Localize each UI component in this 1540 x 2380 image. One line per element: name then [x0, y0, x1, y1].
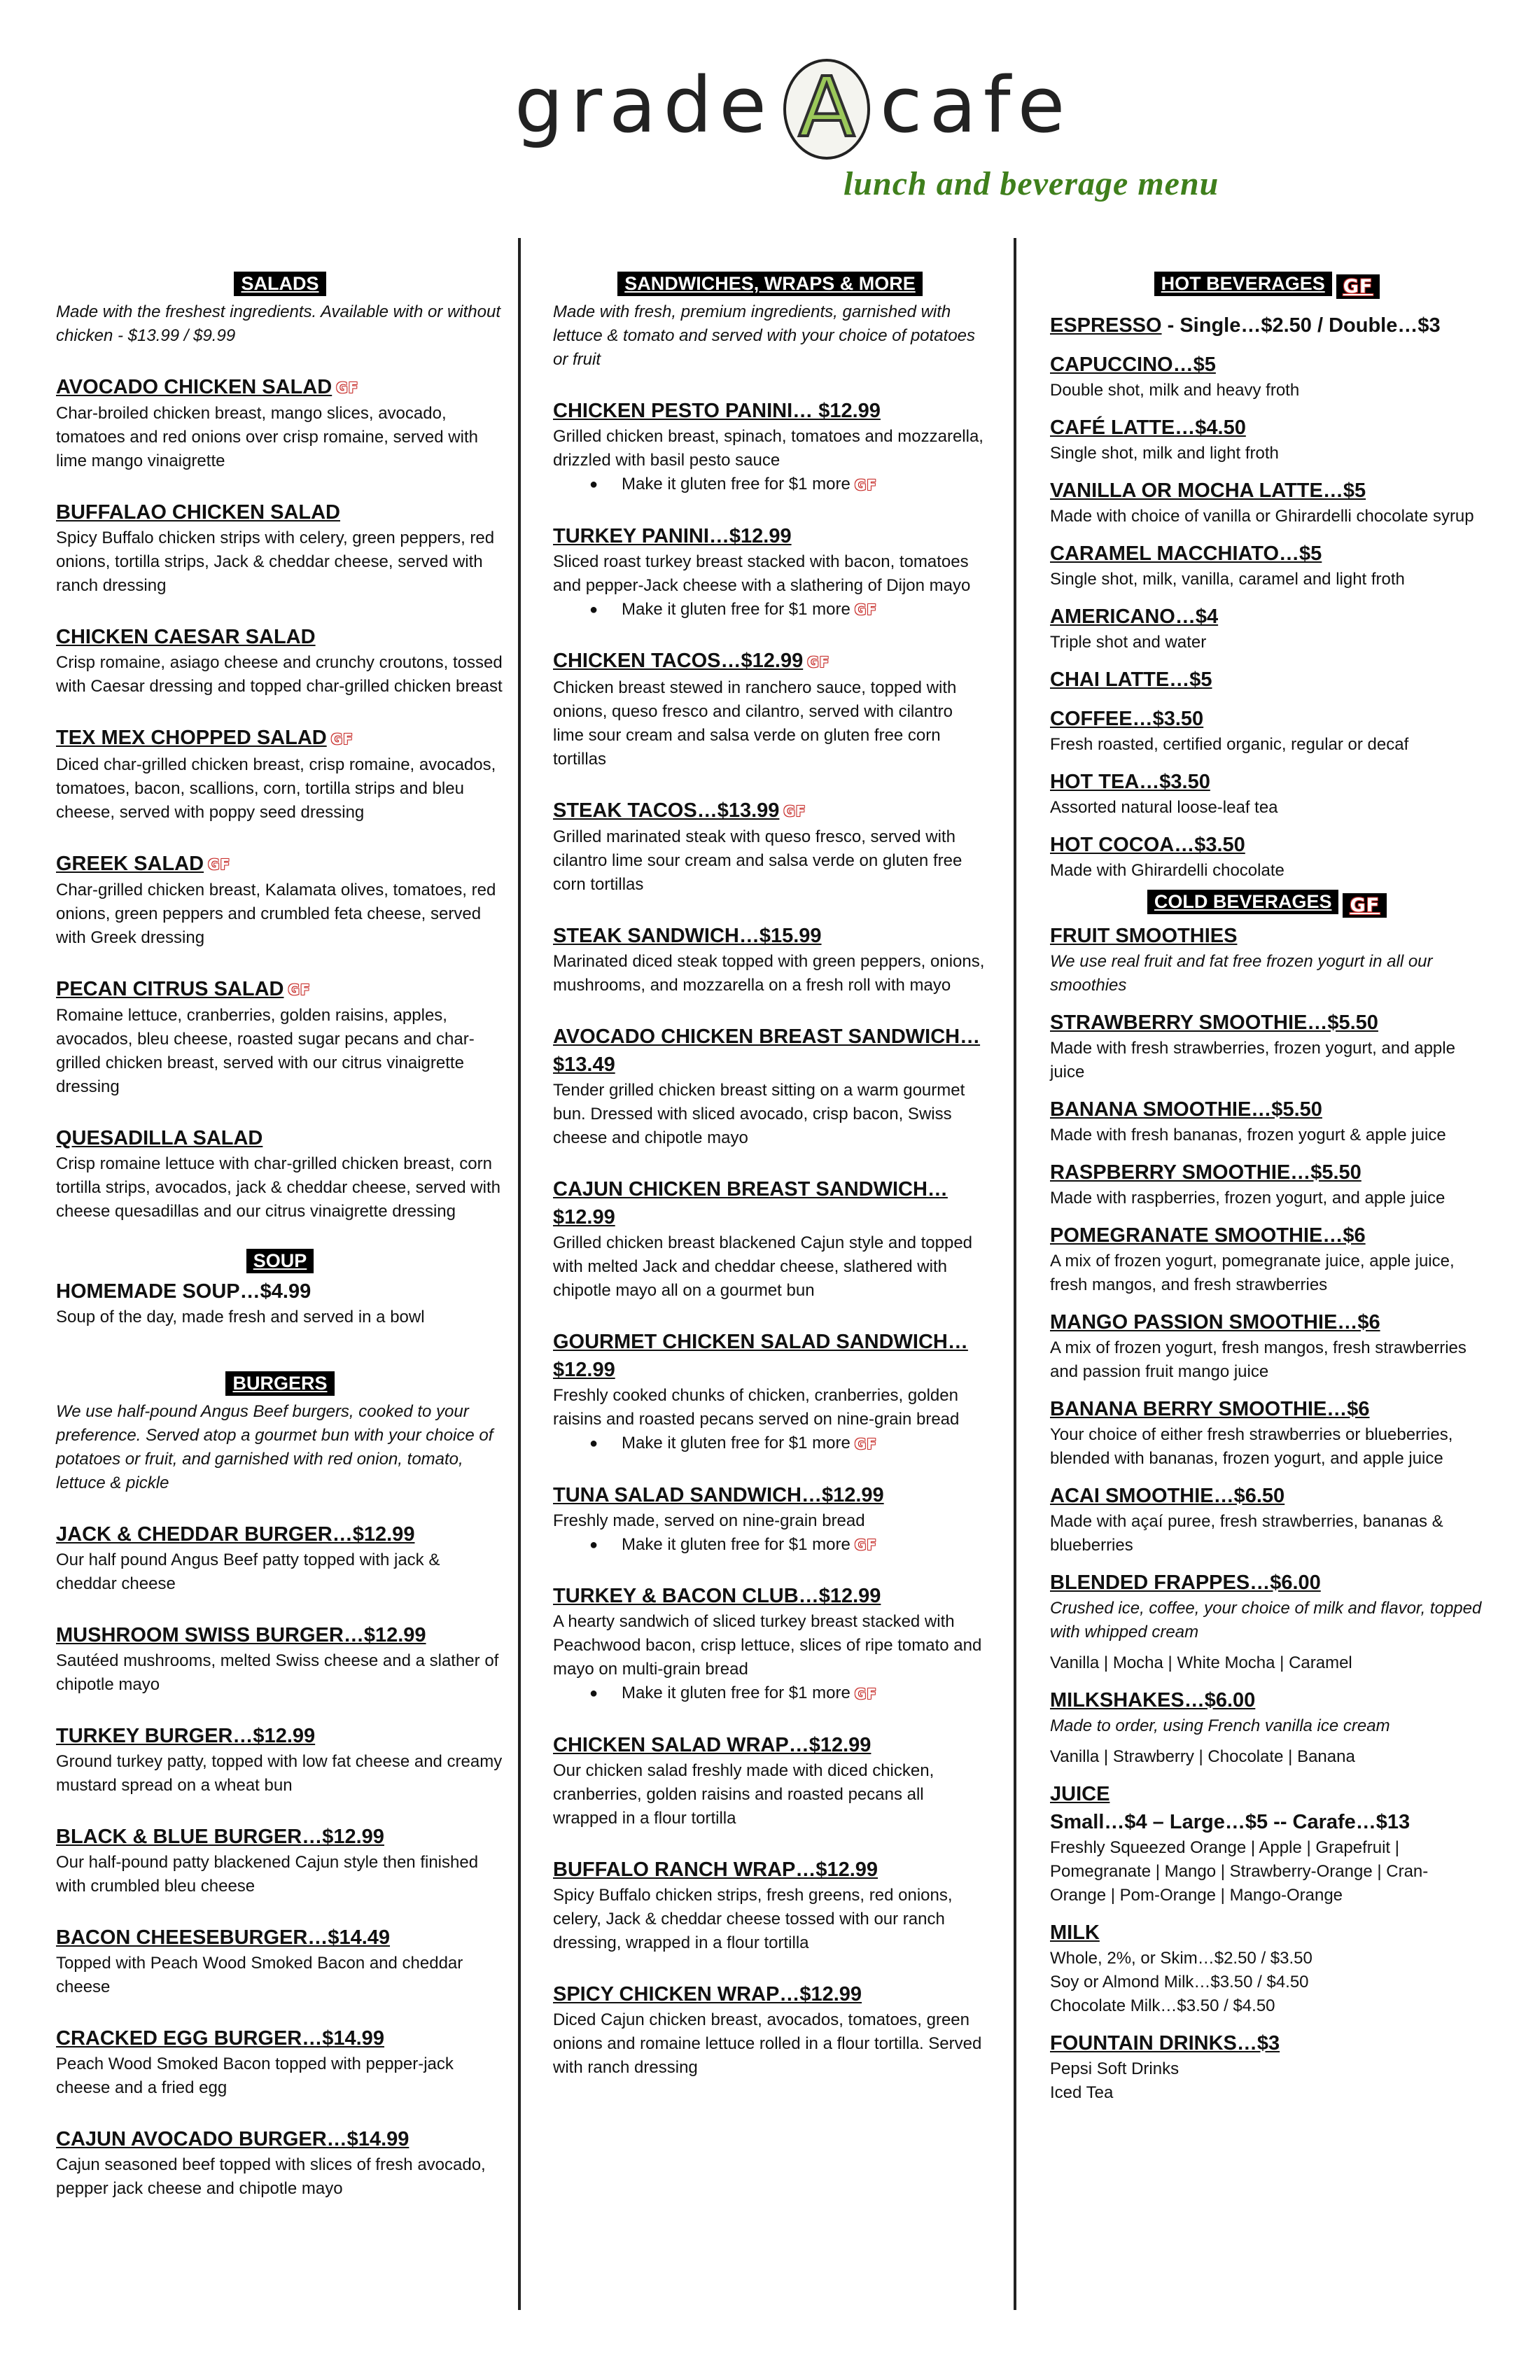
item-description: A mix of frozen yogurt, pomegranate juice, apple juice, fresh mangos, and fresh strawberries [1050, 1251, 1455, 1294]
item-title: CHAI LATTE…$5 [1050, 668, 1212, 692]
menu-item [553, 397, 987, 497]
menu-item [56, 1621, 504, 1697]
item-description: Iced Tea [1050, 2082, 1114, 2102]
item-title: CHICKEN TACOS…$12.99 [553, 650, 804, 673]
item-title: BANANA BERRY SMOOTHIE…$6 [1050, 1397, 1370, 1420]
item-description: Freshly Squeezed Orange | Apple | Grapefruit | Pomegranate | Mango | Strawberry-Orange | Cran-Orange | Pom-Orange | Mango-Orange [1050, 1837, 1429, 1905]
item-description: Made with açaí puree, fresh strawberries, bananas & blueberries [1050, 1511, 1443, 1555]
item-title: CHICKEN CAESAR SALAD [56, 626, 316, 649]
item-title: JACK & CHEDDAR BURGER…$12.99 [56, 1523, 415, 1546]
menu-item [56, 623, 504, 699]
burgers-intro: We use half-pound Angus Beef burgers, cooked to your preference. Served atop a gourmet bun with your choice of potatoes or fruit, and garnished with red onion, tomato, lettuce & pickle [56, 1402, 493, 1493]
item-description: Double shot, milk and heavy froth [1050, 381, 1300, 400]
menu-item [56, 1722, 504, 1798]
item-title: PECAN CITRUS SALAD [56, 978, 284, 1001]
item-description: Tender grilled chicken breast sitting on a warm gourmet bun. Dressed with sliced avocado, crisp bacon, Swiss cheese and chipotle mayo [553, 1081, 965, 1147]
item-description: Chicken breast stewed in ranchero sauce, topped with onions, queso fresco and cilantro, served with cilantro lime sour cream and salsa verde on gluten free corn tortillas [553, 678, 957, 769]
gluten-free-option: ● Make it gluten free for $1 more GF [553, 1533, 987, 1558]
item-description: Made with Ghirardelli chocolate [1050, 861, 1284, 881]
item-description: Ground turkey patty, topped with low fat cheese and creamy mustard spread on a wheat bun [56, 1752, 503, 1795]
gluten-free-icon: GF [336, 379, 359, 397]
menu-item [1050, 768, 1484, 820]
item-title: TURKEY PANINI…$12.99 [553, 524, 792, 547]
gluten-free-icon: GF [854, 601, 877, 619]
item-description: Sliced roast turkey breast stacked with bacon, tomatoes and pepper-Jack cheese with a slathering of Dijon mayo [553, 552, 971, 595]
gluten-free-icon: GF [807, 653, 830, 671]
menu-item [56, 975, 504, 1099]
menu-item [56, 1124, 504, 1224]
item-description: Freshly made, served on nine-grain bread [553, 1511, 865, 1530]
menu-item [1050, 1780, 1484, 1907]
item-description: Romaine lettuce, cranberries, golden raisins, apples, avocados, bleu cheese, roasted sugar pecans and char-grilled chicken breast, served with our citrus vinaigrette dressing [56, 1006, 475, 1097]
grade-a-cafe-logo [514, 42, 1072, 168]
item-title: BACON CHEESEBURGER…$14.49 [56, 1926, 391, 1949]
item-description: Soup of the day, made fresh and served in a bowl [56, 1308, 425, 1327]
gluten-free-option: ● Make it gluten free for $1 more GF [553, 1432, 987, 1456]
item-description: A mix of frozen yogurt, fresh mangos, fresh strawberries and passion fruit mango juice [1050, 1338, 1466, 1381]
item-title: HOT TEA…$3.50 [1050, 771, 1210, 794]
item-title: BLENDED FRAPPES…$6.00 [1050, 1571, 1321, 1594]
item-description: Spicy Buffalo chicken strips with celery, green peppers, red onions, tortilla strips, Jack & cheddar cheese, served with ranch dressing [56, 528, 495, 596]
item-title: MANGO PASSION SMOOTHIE…$6 [1050, 1310, 1380, 1334]
item-description: Triple shot and water [1050, 633, 1207, 652]
item-title: STEAK TACOS…$13.99 [553, 799, 780, 822]
gluten-free-option: ● Make it gluten free for $1 more GF [553, 1681, 987, 1706]
section-heading-soup: SOUP [56, 1249, 504, 1273]
menu-item [56, 1924, 504, 1999]
menu-item [56, 850, 504, 950]
logo-letter-a: A [798, 59, 855, 155]
menu-item [1050, 540, 1484, 592]
item-description: Our half-pound patty blackened Cajun style then finished with crumbled bleu cheese [56, 1853, 479, 1896]
column-salads-soup-burgers [56, 266, 504, 2226]
menu-item [553, 922, 987, 997]
item-title: SPICY CHICKEN WRAP…$12.99 [553, 1982, 862, 2005]
item-title: BANANA SMOOTHIE…$5.50 [1050, 1098, 1322, 1121]
section-heading-cold-beverages: COLD BEVERAGES GF [1050, 890, 1484, 917]
gluten-free-icon: GF [854, 476, 877, 493]
column-sandwiches [553, 266, 987, 2105]
item-description: Grilled chicken breast blackened Cajun style and topped with melted Jack and cheddar cheese, slathered with chipotle mayo all on a gourmet bun [553, 1233, 973, 1300]
column-divider-left [518, 238, 521, 2310]
item-title: COFFEE…$3.50 [1050, 708, 1204, 731]
item-title: ACAI SMOOTHIE…$6.50 [1050, 1484, 1285, 1507]
item-title: CRACKED EGG BURGER…$14.99 [56, 2027, 384, 2050]
salads-intro: Made with the freshest ingredients. Available with or without chicken - $13.99 / $9.99 [56, 302, 501, 345]
gluten-free-option: ● Make it gluten free for $1 more GF [553, 598, 987, 622]
menu-item [553, 1980, 987, 2080]
item-title: CAFÉ LATTE…$4.50 [1050, 416, 1246, 440]
item-description: Soy or Almond Milk…$3.50 / $4.50 [1050, 1972, 1309, 1991]
item-description: Our chicken salad freshly made with diced chicken, cranberries, golden raisins and roasted pecans all wrapped in a flour tortilla [553, 1760, 934, 1828]
item-price: - Single…$2.50 / Double…$3 [1161, 314, 1441, 337]
item-description: Our half pound Angus Beef patty topped with jack & cheddar cheese [56, 1550, 440, 1594]
item-title: CARAMEL MACCHIATO…$5 [1050, 542, 1322, 566]
item-description: We use real fruit and fat free frozen yogurt in all our smoothies [1050, 951, 1433, 995]
item-title: FOUNTAIN DRINKS…$3 [1050, 2031, 1280, 2054]
item-description: Single shot, milk, vanilla, caramel and light froth [1050, 570, 1405, 589]
menu-item [1050, 1096, 1484, 1147]
menu-item [1050, 1919, 1484, 2018]
menu-item [1050, 705, 1484, 757]
gluten-free-icon: GF [854, 1685, 877, 1702]
item-description: Char-grilled chicken breast, Kalamata olives, tomatoes, red onions, green peppers and crumbled feta cheese, served with Greek dressing [56, 881, 496, 948]
gluten-free-option: ● Make it gluten free for $1 more GF [553, 472, 987, 497]
menu-item [553, 1731, 987, 1830]
menu-item [1050, 351, 1484, 402]
menu-item [56, 2024, 504, 2100]
item-description: Pepsi Soft Drinks [1050, 2059, 1180, 2078]
menu-item [56, 498, 504, 598]
section-heading-burgers: BURGERS [56, 1371, 504, 1396]
item-description: Grilled marinated steak with queso fresco, served with cilantro lime sour cream and salsa verde on gluten free corn tortillas [553, 827, 962, 894]
item-title: CAJUN CHICKEN BREAST SANDWICH…$12.99 [553, 1178, 948, 1228]
item-description: Chocolate Milk…$3.50 / $4.50 [1050, 1996, 1275, 2015]
menu-item [553, 1328, 987, 1456]
item-title: BUFFALAO CHICKEN SALAD [56, 501, 340, 524]
item-title: HOT COCOA…$3.50 [1050, 834, 1245, 857]
item-title: POMEGRANATE SMOOTHIE…$6 [1050, 1224, 1366, 1247]
item-title: MILK [1050, 1921, 1100, 1944]
item-price: Small…$4 – Large…$5 -- Carafe…$13 [1050, 1810, 1410, 1833]
section-heading-sandwiches: SANDWICHES, WRAPS & MORE [553, 272, 987, 296]
item-title: STEAK SANDWICH…$15.99 [553, 925, 822, 947]
menu-item [1050, 2029, 1484, 2105]
item-description: Cajun seasoned beef topped with slices of fresh avocado, pepper jack cheese and chipotle mayo [56, 2155, 486, 2199]
item-title: AVOCADO CHICKEN SALAD [56, 376, 332, 398]
item-title: VANILLA OR MOCHA LATTE…$5 [1050, 479, 1366, 503]
item-description: Char-broiled chicken breast, mango slices, avocado, tomatoes and red onions over crisp romaine, served with lime mango vinaigrette [56, 404, 478, 471]
item-description: Grilled chicken breast, spinach, tomatoes and mozzarella, drizzled with basil pesto sauce [553, 427, 983, 470]
menu-item [553, 647, 987, 771]
item-title: TURKEY & BACON CLUB…$12.99 [553, 1585, 881, 1608]
menu-item [1050, 477, 1484, 528]
menu-item [1050, 1482, 1484, 1558]
menu-item [1050, 414, 1484, 465]
item-title: STRAWBERRY SMOOTHIE…$5.50 [1050, 1011, 1378, 1034]
menu-item [56, 1520, 504, 1596]
section-heading-hot-beverages: HOT BEVERAGES GF [1050, 272, 1484, 299]
flavor-options: Vanilla | Mocha | White Mocha | Caramel [1050, 1653, 1352, 1672]
item-title: JUICE [1050, 1782, 1110, 1805]
menu-item [553, 1856, 987, 1955]
gluten-free-icon: GF [288, 981, 311, 999]
item-title: GREEK SALAD [56, 852, 204, 875]
item-title: QUESADILLA SALAD [56, 1127, 263, 1150]
item-title: CHICKEN PESTO PANINI… $12.99 [553, 400, 881, 422]
gluten-free-icon: GF [1343, 893, 1387, 918]
menu-item [1050, 666, 1484, 694]
item-description: Your choice of either fresh strawberries or blueberries, blended with bananas, frozen yogurt, and apple juice [1050, 1424, 1453, 1468]
item-title: RASPBERRY SMOOTHIE…$5.50 [1050, 1161, 1362, 1184]
menu-header [0, 35, 1540, 217]
item-description: A hearty sandwich of sliced turkey breast stacked with Peachwood bacon, crisp lettuce, slices of ripe tomato and mayo on multi-grain bread [553, 1612, 982, 1679]
item-description: Whole, 2%, or Skim…$2.50 / $3.50 [1050, 1948, 1312, 1968]
logo-word-grade: grade [514, 60, 774, 150]
item-description: Spicy Buffalo chicken strips, fresh greens, red onions, celery, Jack & cheddar cheese tossed with our ranch dressing, wrapped in a flour tortilla [553, 1885, 953, 1952]
logo-word-cafe: cafe [879, 60, 1072, 150]
item-title: AMERICANO…$4 [1050, 606, 1219, 629]
menu-item [56, 724, 504, 824]
menu-item [1050, 1308, 1484, 1384]
item-description: Made with choice of vanilla or Ghirardelli chocolate syrup [1050, 507, 1474, 526]
item-description: Freshly cooked chunks of chicken, cranberries, golden raisins and roasted pecans served on nine-grain bread [553, 1386, 960, 1429]
menu-item [553, 1023, 987, 1150]
item-title: BUFFALO RANCH WRAP…$12.99 [553, 1858, 878, 1881]
gluten-free-icon: GF [854, 1435, 877, 1452]
menu-item [1050, 1569, 1484, 1675]
menu-item [553, 797, 987, 897]
item-description: Crisp romaine lettuce with char-grilled chicken breast, corn tortilla strips, avocados, jack & cheddar cheese, served with cheese quesadillas and our citrus vinaigrette dressing [56, 1154, 500, 1222]
menu-item [1050, 603, 1484, 654]
item-title: HOMEMADE SOUP…$4.99 [56, 1280, 312, 1303]
item-description: Fresh roasted, certified organic, regular or decaf [1050, 735, 1409, 755]
item-description: Sautéed mushrooms, melted Swiss cheese and a slather of chipotle mayo [56, 1651, 499, 1695]
item-description: Diced char-grilled chicken breast, crisp romaine, avocados, tomatoes, bacon, scallions, corn, tortilla strips and bleu cheese, served with poppy seed dressing [56, 755, 496, 822]
menu-item [1050, 831, 1484, 883]
item-description: Made to order, using French vanilla ice cream [1050, 1716, 1390, 1735]
gluten-free-icon: GF [208, 856, 231, 874]
item-title: CAPUCCINO…$5 [1050, 354, 1216, 377]
menu-item [56, 373, 504, 473]
gluten-free-icon: GF [783, 803, 806, 820]
item-title: BLACK & BLUE BURGER…$12.99 [56, 1826, 384, 1849]
column-beverages [1050, 266, 1484, 2116]
item-title: TURKEY BURGER…$12.99 [56, 1725, 316, 1748]
item-title: TUNA SALAD SANDWICH…$12.99 [553, 1483, 884, 1506]
item-title: GOURMET CHICKEN SALAD SANDWICH…$12.99 [553, 1331, 968, 1381]
item-title: FRUIT SMOOTHIES [1050, 924, 1238, 947]
menu-item [1050, 1686, 1484, 1769]
item-description: Crushed ice, coffee, your choice of milk and flavor, topped with whipped cream [1050, 1598, 1482, 1642]
menu-item [56, 1278, 504, 1329]
menu-item [553, 1481, 987, 1558]
item-description: Made with raspberries, frozen yogurt, and apple juice [1050, 1188, 1446, 1208]
menu-item [553, 522, 987, 622]
menu-item [1050, 1158, 1484, 1210]
item-title: AVOCADO CHICKEN BREAST SANDWICH…$13.49 [553, 1026, 981, 1076]
menu-item [553, 1582, 987, 1706]
egg-logo-icon [780, 49, 873, 161]
sandwiches-intro: Made with fresh, premium ingredients, garnished with lettuce & tomato and served with your choice of potatoes or fruit [553, 302, 976, 369]
item-description: Peach Wood Smoked Bacon topped with pepper-jack cheese and a fried egg [56, 2054, 454, 2098]
menu-item [56, 2125, 504, 2201]
menu-item [1050, 922, 1484, 997]
menu-item [1050, 1222, 1484, 1297]
gluten-free-icon: GF [854, 1536, 877, 1554]
item-description: Marinated diced steak topped with green peppers, onions, mushrooms, and mozzarella on a fresh roll with mayo [553, 952, 985, 995]
menu-item [553, 1175, 987, 1303]
item-description: Topped with Peach Wood Smoked Bacon and cheddar cheese [56, 1954, 463, 1997]
item-title: TEX MEX CHOPPED SALAD [56, 727, 327, 750]
item-title: CAJUN AVOCADO BURGER…$14.99 [56, 2128, 410, 2151]
gluten-free-icon: GF [1336, 274, 1380, 299]
item-title: ESPRESSO [1050, 314, 1162, 337]
item-description: Assorted natural loose-leaf tea [1050, 798, 1278, 818]
menu-item [1050, 1395, 1484, 1471]
item-description: Crisp romaine, asiago cheese and crunchy croutons, tossed with Caesar dressing and topped char-grilled chicken breast [56, 653, 503, 696]
item-description: Diced Cajun chicken breast, avocados, tomatoes, green onions and romaine lettuce rolled in a flour tortilla. Served with ranch dressing [553, 2010, 982, 2077]
item-title: CHICKEN SALAD WRAP…$12.99 [553, 1733, 872, 1756]
section-heading-salads: SALADS [56, 272, 504, 296]
item-title: MILKSHAKES…$6.00 [1050, 1688, 1256, 1712]
menu-item [1050, 312, 1484, 340]
gluten-free-icon: GF [330, 730, 354, 748]
flavor-options: Vanilla | Strawberry | Chocolate | Banana [1050, 1746, 1355, 1766]
item-title: MUSHROOM SWISS BURGER…$12.99 [56, 1624, 426, 1647]
item-description: Made with fresh strawberries, frozen yogurt, and apple juice [1050, 1038, 1455, 1082]
menu-item [1050, 1009, 1484, 1084]
column-divider-right [1014, 238, 1016, 2310]
item-description: Made with fresh bananas, frozen yogurt & apple juice [1050, 1125, 1446, 1144]
menu-item [56, 1823, 504, 1898]
menu-subtitle: lunch and beverage menu [844, 165, 1219, 202]
item-description: Single shot, milk and light froth [1050, 444, 1279, 463]
